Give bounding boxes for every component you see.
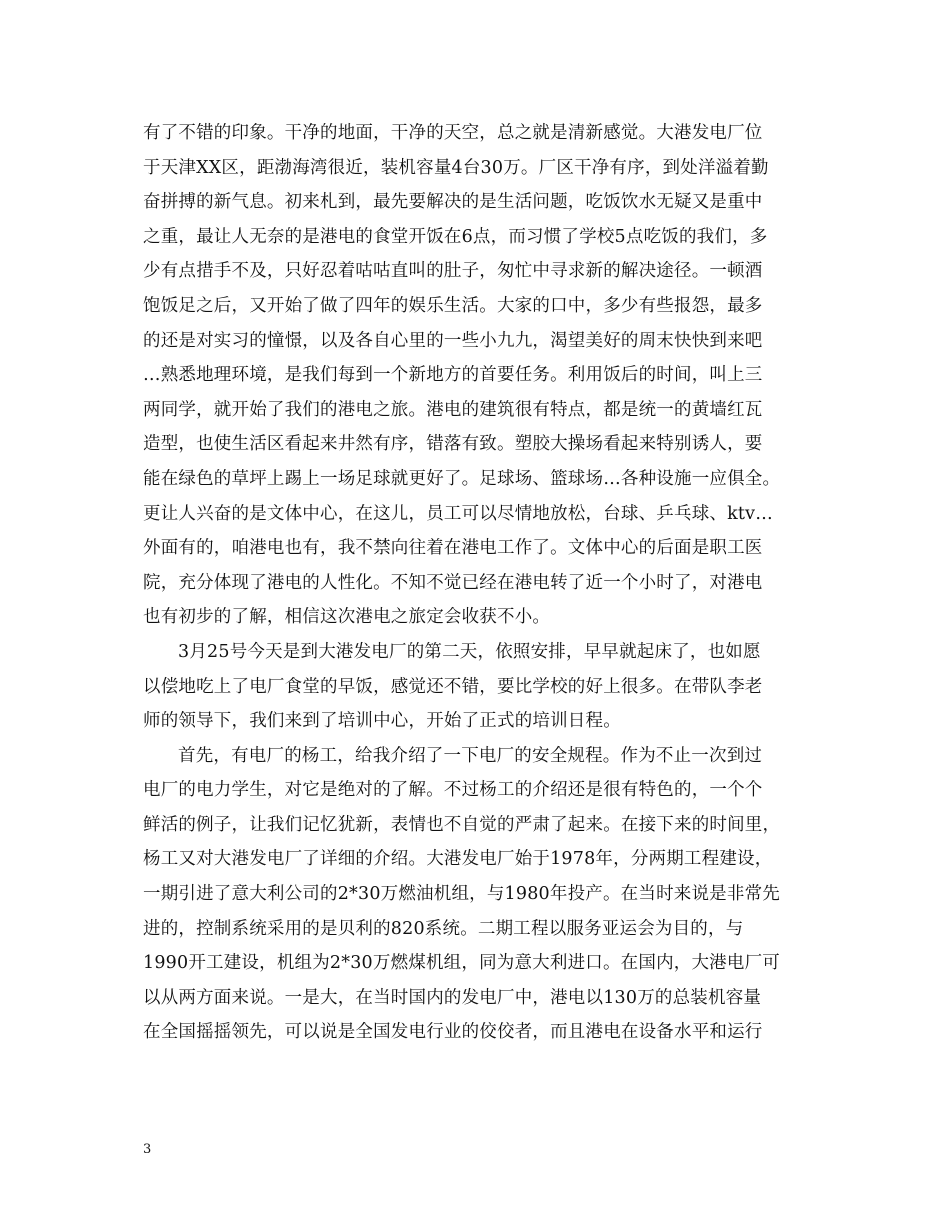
text-line: 两同学，就开始了我们的港电之旅。港电的建筑很有特点，都是统一的黄墙红瓦 xyxy=(143,399,763,420)
text-line: 鲜活的例子，让我们记忆犹新，表情也不自觉的严肃了起来。在接下来的时间里， xyxy=(143,814,781,835)
text-line: 首先，有电厂的杨工，给我介绍了一下电厂的安全规程。作为不止一次到过 xyxy=(178,745,763,766)
page-number: 3 xyxy=(143,1142,152,1157)
text-line: 的还是对实习的憧憬，以及各自心里的一些小九九，渴望美好的周末快快到来吧 xyxy=(143,330,763,351)
text-line: 能在绿色的草坪上踢上一场足球就更好了。足球场、篮球场…各种设施一应俱全。 xyxy=(143,468,781,489)
text-line: 以从两方面来说。一是大，在当时国内的发电厂中，港电以130万的总装机容量 xyxy=(143,987,762,1008)
text-line: …熟悉地理环境，是我们每到一个新地方的首要任务。利用饭后的时间，叫上三 xyxy=(143,365,763,386)
text-line: 3月25号今天是到大港发电厂的第二天，依照安排，早早就起床了，也如愿 xyxy=(178,641,761,662)
text-line: 奋拼搏的新气息。初来札到，最先要解决的是生活问题，吃饭饮水无疑又是重中 xyxy=(143,192,763,213)
text-line: 外面有的，咱港电也有，我不禁向往着在港电工作了。文体中心的后面是职工医 xyxy=(143,538,763,559)
text-line: 电厂的电力学生，对它是绝对的了解。不过杨工的介绍还是很有特色的，一个个 xyxy=(143,780,763,801)
text-line: 饱饭足之后，又开始了做了四年的娱乐生活。大家的口中，多少有些报怨，最多 xyxy=(143,295,763,316)
text-line: 于天津XX区，距渤海湾很近，装机容量4台30万。厂区干净有序，到处洋溢着勤 xyxy=(143,157,769,178)
text-line: 也有初步的了解，相信这次港电之旅定会收获不小。 xyxy=(143,607,551,628)
text-line: 之重，最让人无奈的是港电的食堂开饭在6点，而习惯了学校5点吃饭的我们，多 xyxy=(143,226,768,247)
text-line: 院，充分体现了港电的人性化。不知不觉已经在港电转了近一个小时了，对港电 xyxy=(143,572,763,593)
text-line: 少有点措手不及，只好忍着咕咕直叫的肚子，匆忙中寻求新的解决途径。一顿酒 xyxy=(143,261,763,282)
text-line: 以偿地吃上了电厂食堂的早饭，感觉还不错，要比学校的好上很多。在带队李老 xyxy=(143,676,763,697)
text-line: 1990开工建设，机组为2*30万燃煤机组，同为意大利进口。在国内，大港电厂可 xyxy=(143,953,780,974)
body-text xyxy=(143,116,843,1050)
text-line: 师的领导下，我们来到了培训中心，开始了正式的培训日程。 xyxy=(143,711,621,732)
text-line: 进的，控制系统采用的是贝利的820系统。二期工程以服务亚运会为目的，与 xyxy=(143,918,744,939)
text-line: 更让人兴奋的是文体中心，在这儿，员工可以尽情地放松，台球、乒乓球、ktv… xyxy=(143,503,773,524)
text-line: 杨工又对大港发电厂了详细的介绍。大港发电厂始于1978年，分两期工程建设， xyxy=(143,849,773,870)
text-line: 造型，也使生活区看起来井然有序，错落有致。塑胶大操场看起来特别诱人，要 xyxy=(143,434,763,455)
text-line: 一期引进了意大利公司的2*30万燃油机组，与1980年投产。在当时来说是非常先 xyxy=(143,884,780,905)
text-line: 有了不错的印象。干净的地面，干净的天空，总之就是清新感觉。大港发电厂位 xyxy=(143,123,763,143)
text-line: 在全国摇摇领先，可以说是全国发电行业的佼佼者，而且港电在设备水平和运行 xyxy=(143,1022,763,1043)
